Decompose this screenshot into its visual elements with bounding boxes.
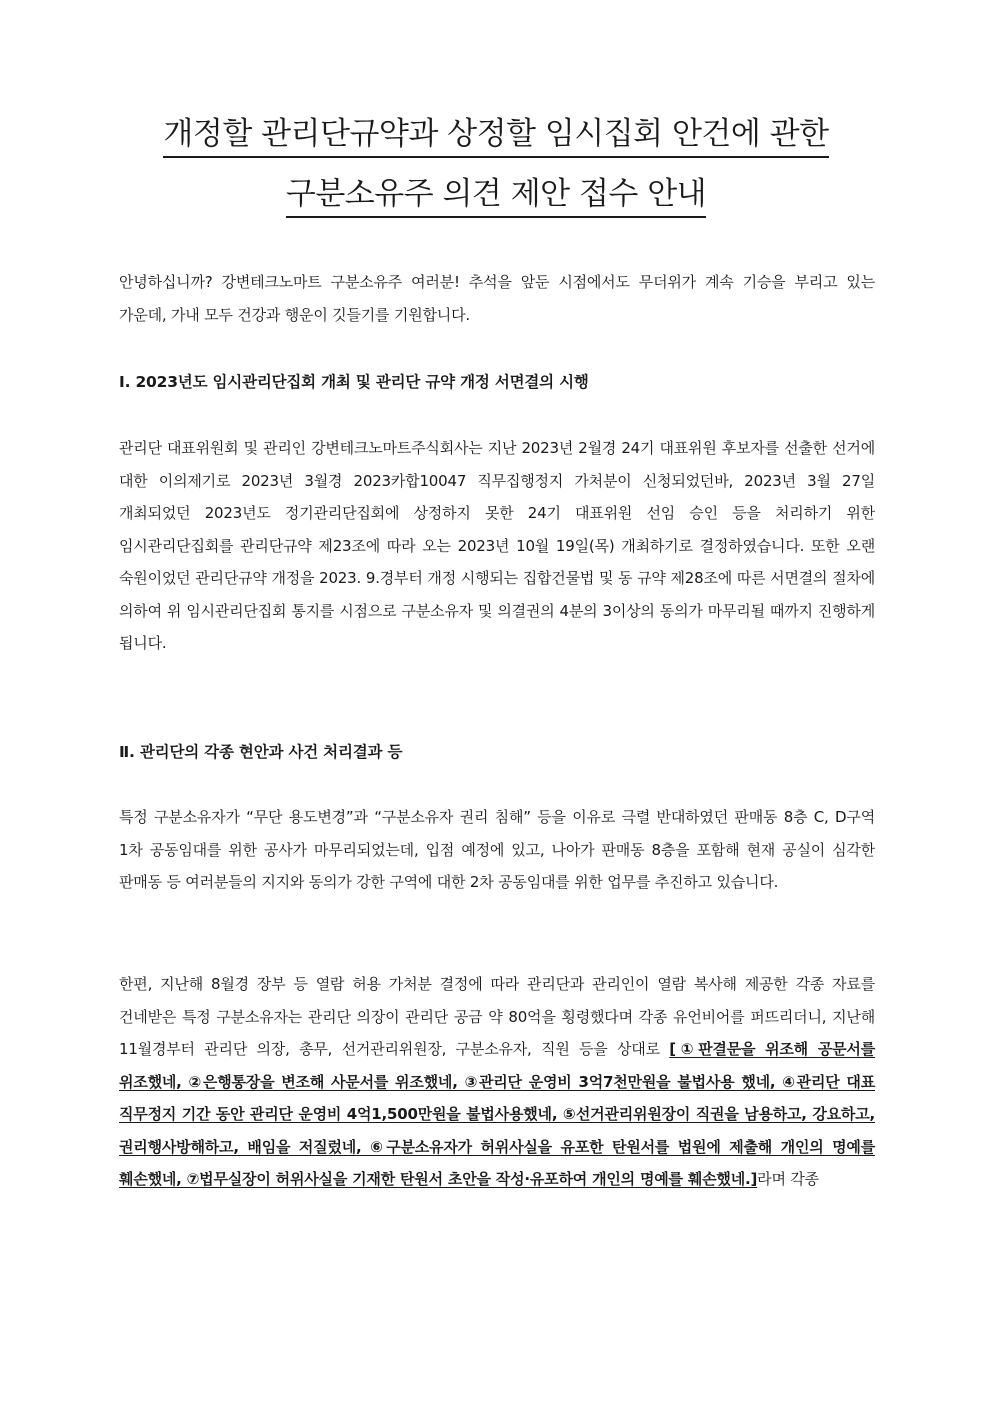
section-1-heading: Ⅰ. 2023년도 임시관리단집회 개최 및 관리단 규약 개정 서면결의 시행 (119, 373, 589, 391)
allegations-list: [①판결문을 위조해 공문서를 위조했네, ②은행통장을 변조해 사문서를 위조했네, ③관리단 운영비 3억7천만원을 불법사용 했네, ④관리단 대표 직무정지 기간 동안 관리단 운영비 4억1,500만원을 불법사용했네, ⑤선거관리위원장이 직권을 남용하고, 강요하고, 권리행사방해하고, 배임을 저질렀네, ⑥구분소유자가 허위사실을 유포한 탄원서를 법원에 제출해 개인의 명예를 훼손했네, ⑦법무실장이 허위사실을 기재한 탄원서 초안을 작성·유포하여 개인의 명예를 훼손했네.] (119, 1040, 875, 1188)
section-2-body-2 (119, 968, 875, 1196)
greeting-paragraph: 안녕하십니까? 강변테크노마트 구분소유주 여러분! 추석을 앞둔 시점에서도 무더위가 계속 기승을 부리고 있는 가운데, 가내 모두 건강과 행운이 깃들기를 기원합니다. (119, 273, 875, 324)
document-title-line-1: 개정할 관리단규약과 상정할 임시집회 안건에 관한 (0, 116, 992, 158)
section-2-body-1: 특정 구분소유자가 “무단 용도변경”과 “구분소유자 권리 침해” 등을 이유로 극렬 반대하였던 판매동 8층 C, D구역 1차 공동임대를 위한 공사가 마무리되었는데, 입점 예정에 있고, 나아가 판매동 8층을 포함해 현재 공실이 심각한 판매동 등 여러분들의 지지와 동의가 강한 구역에 대한 2차 공동임대를 위한 업무를 추진하고 있습니다. (119, 808, 875, 891)
section-2-heading: Ⅱ. 관리단의 각종 현안과 사건 처리결과 등 (119, 743, 403, 761)
section-2-body-2-tail: 라며 각종 (757, 1170, 819, 1188)
document-title-line-2: 구분소유주 의견 제안 접수 안내 (0, 176, 992, 218)
section-1-body: 관리단 대표위원회 및 관리인 강변테크노마트주식회사는 지난 2023년 2월경 24기 대표위원 후보자를 선출한 선거에 대한 이의제기로 2023년 3월경 2023카합10047 직무집행정지 가처분이 신청되었던바, 2023년 3월 27일 개최되었던 2023년도 정기관리단집회에 상정하지 못한 24기 대표위원 선임 승인 등을 처리하기 위한 임시관리단집회를 관리단규약 제23조에 따라 오는 2023년 10월 19일(목) 개최하기로 결정하였습니다. 또한 오랜 숙원이었던 관리단규약 개정을 2023. 9.경부터 개정 시행되는 집합건물법 및 동 규약 제28조에 따른 서면결의 절차에 의하여 위 임시관리단집회 통지를 시점으로 구분소유자 및 의결권의 4분의 3이상의 동의가 마무리될 때까지 진행하게 됩니다. (119, 439, 875, 652)
section-2-body-2-lead: 한편, 지난해 8월경 장부 등 열람 허용 가처분 결정에 따라 관리단과 관리인이 열람 복사해 제공한 각종 자료를 건네받은 특정 구분소유자는 관리단 의장이 관리단 공금 약 80억을 횡령했다며 각종 유언비어를 퍼뜨리더니, 지난해 11월경부터 관리단 의장, 총무, 선거관리위원장, 구분소유자, 직원 등을 상대로 (119, 975, 875, 1058)
